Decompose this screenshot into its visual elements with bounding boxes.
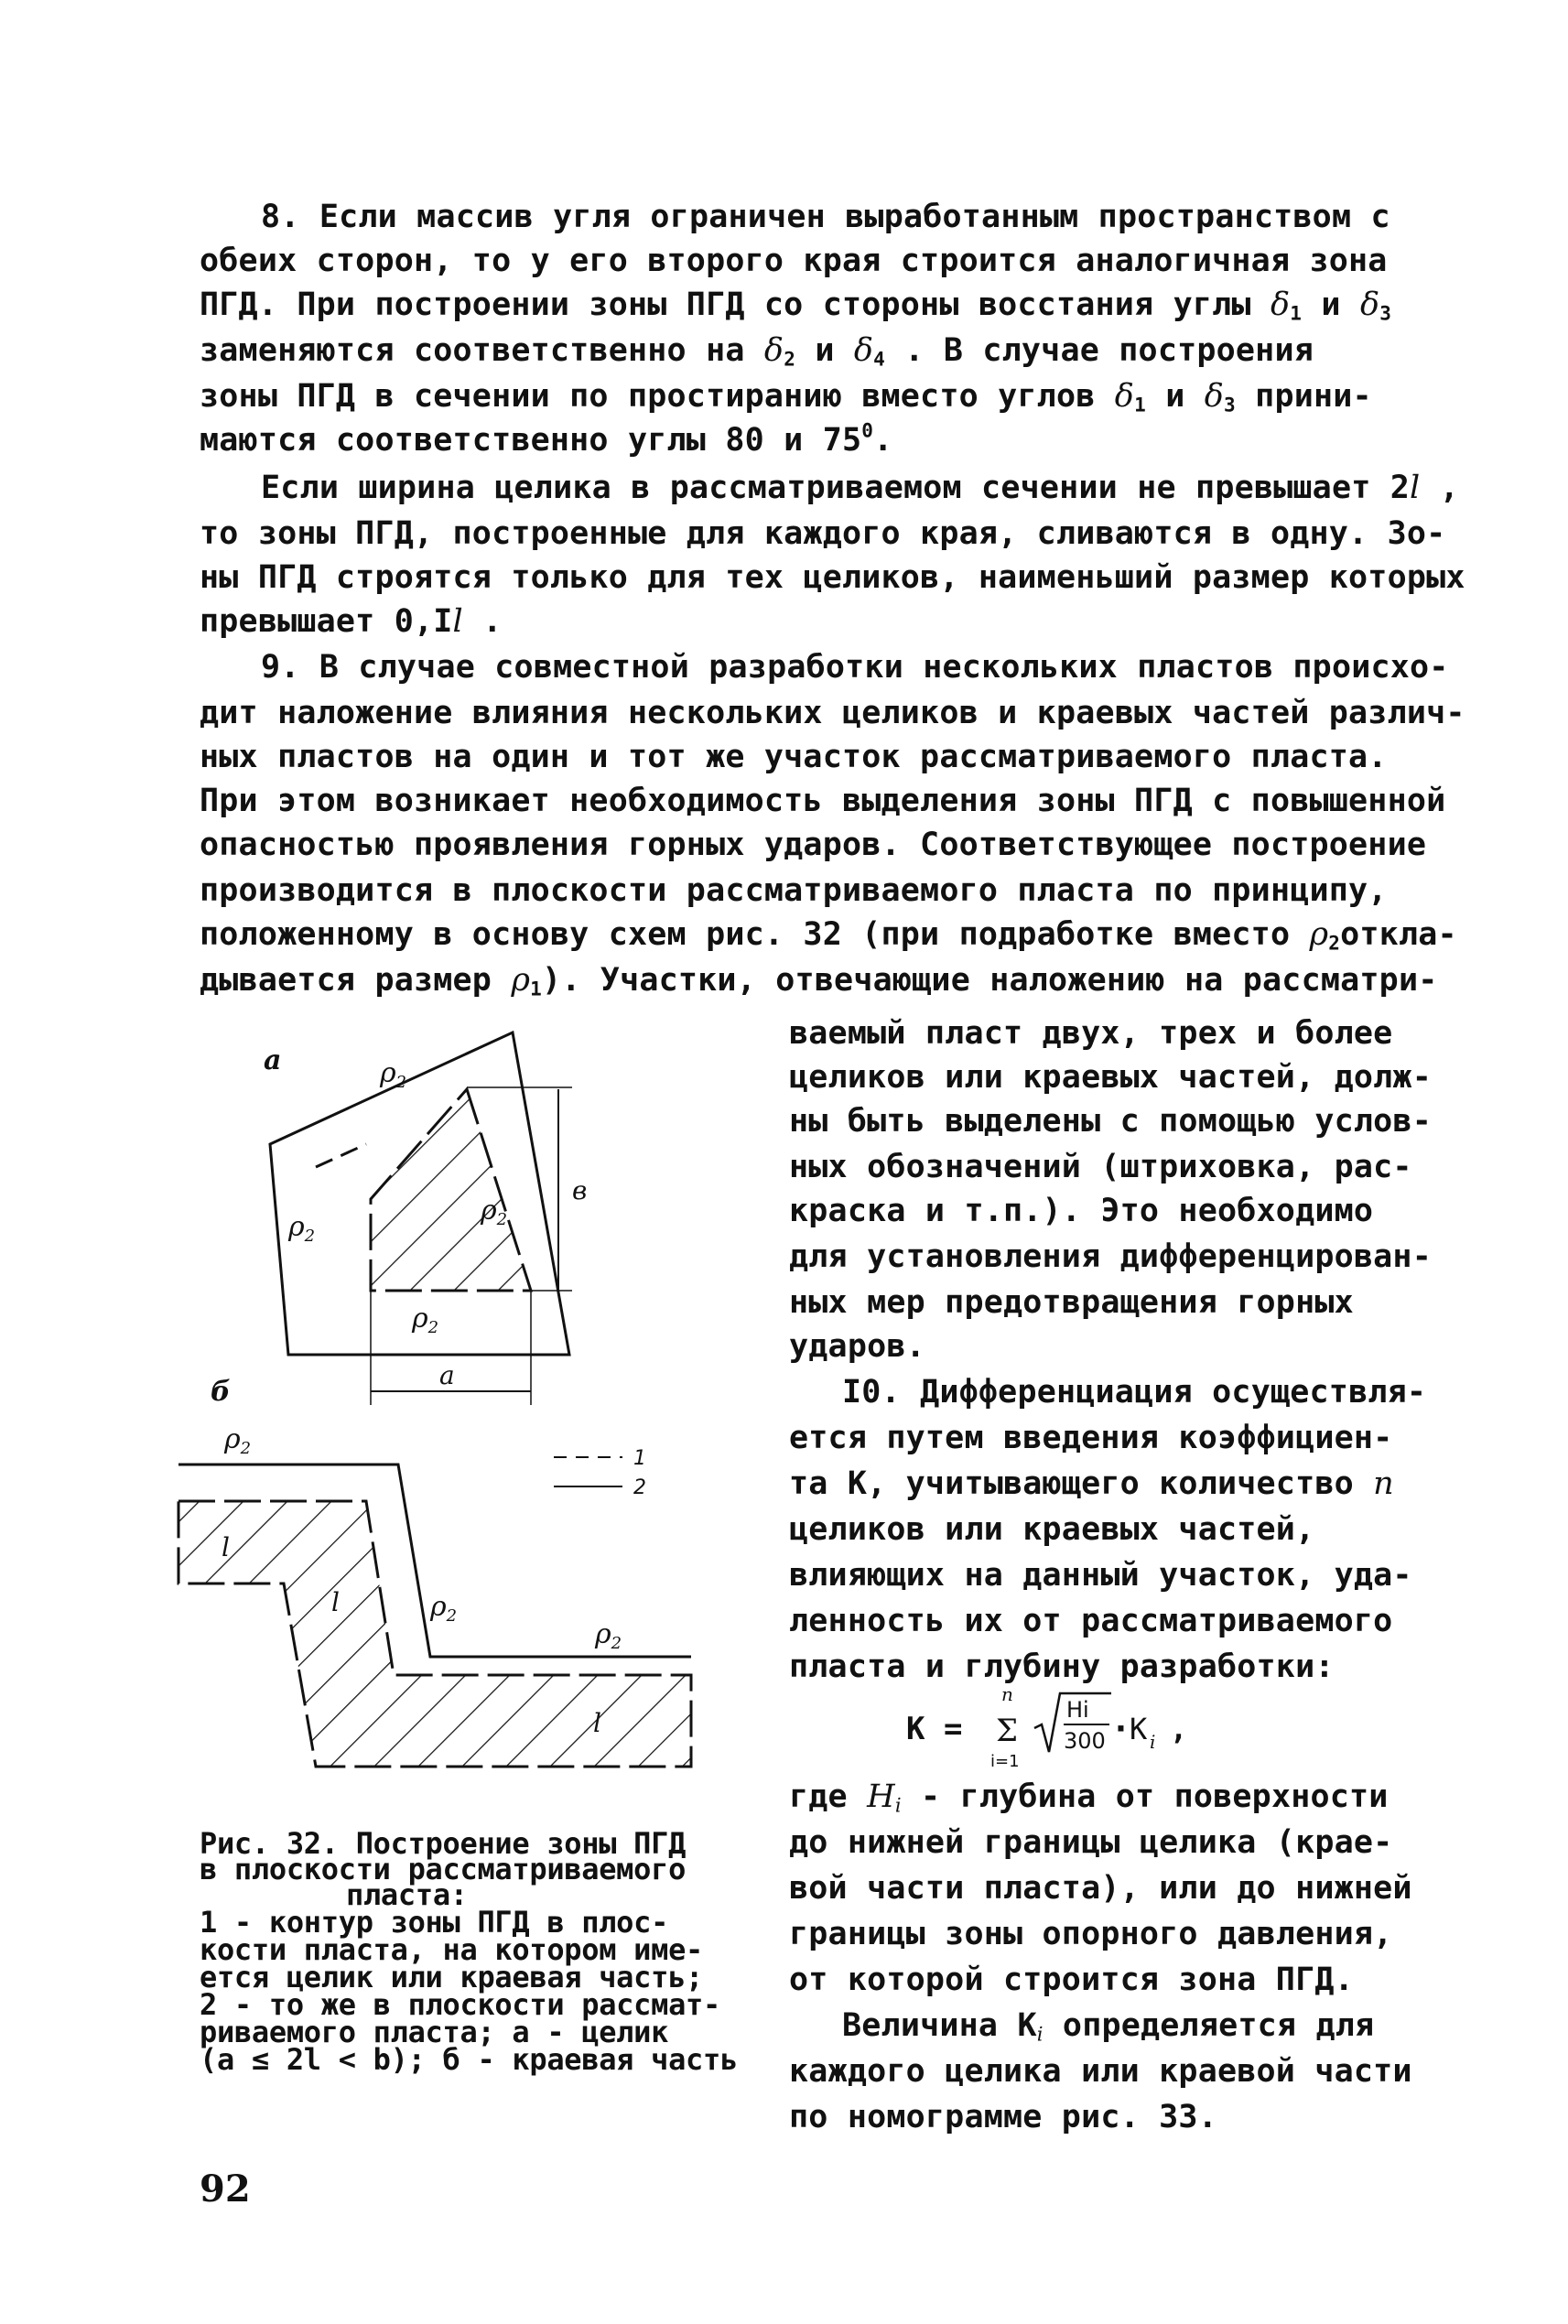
dim-label-l: l: [331, 1587, 340, 1617]
text-line: положенному в основу схем рис. 32 (при подработке вместо $\rho_2откла-$: [200, 916, 1457, 955]
text-line: ваемый пласт двух, трех и более: [789, 1015, 1393, 1052]
hatched-zone-a: [371, 1089, 531, 1291]
text-line: ны быть выделены с помощью услов-: [789, 1103, 1432, 1140]
text-line: ных мер предотвращения горных: [789, 1284, 1354, 1321]
figure-label-b: б: [211, 1376, 231, 1408]
caption-line: пласта:: [346, 1877, 468, 1912]
text-line: где $H_i$ - глубина от поверхности: [789, 1778, 1389, 1817]
text-line: каждого целика или краевой части: [789, 2053, 1412, 2090]
text-line: производится в плоскости рассматриваемого пласта по принципу,: [200, 872, 1388, 909]
text-line: 9. В случае совместной разработки нескольких пластов происхо-: [261, 649, 1449, 686]
text-line: дывается размер $\rho_1$). Участки, отвечающие наложению на рассматри-: [200, 962, 1438, 1000]
text-line: целиков или краевых частей,: [789, 1511, 1315, 1548]
text-line: целиков или краевых частей, долж-: [789, 1059, 1432, 1096]
caption-line: в плоскости рассматриваемого: [200, 1852, 687, 1886]
rho2-label: $\rho_2$: [595, 1618, 622, 1653]
dim-label-b: в: [572, 1175, 588, 1205]
text-line: ется путем введения коэффициен-: [789, 1420, 1393, 1456]
text-line: опасностью проявления горных ударов. Соответствующее построение: [200, 827, 1427, 863]
text-line: Если ширина целика в рассматриваемом сечении не превышает 2l ,: [261, 470, 1460, 506]
formula: [906, 1675, 1236, 1776]
text-line: вой части пласта), или до нижней: [789, 1870, 1412, 1907]
text-line: ленность их от рассматриваемого: [789, 1603, 1393, 1639]
text-line: ны ПГД строятся только для тех целиков, наименьший размер которых: [200, 559, 1465, 596]
figure-label-a: а: [264, 1044, 282, 1076]
text-line: для установления дифференцирован-: [789, 1238, 1432, 1275]
formula-tail: ,: [1170, 1712, 1188, 1746]
text-line: маются соответственно углы 80 и $75^0$.: [200, 419, 893, 459]
text-line: краска и т.п.). Это необходимо: [789, 1193, 1374, 1229]
text-line: ударов.: [789, 1328, 925, 1365]
formula-denominator: 300: [1064, 1728, 1106, 1754]
formula-factor-sub: i: [1150, 1731, 1156, 1753]
legend-label-1: 1: [633, 1447, 646, 1470]
dim-label-a: а: [439, 1360, 455, 1390]
caption-line: Рис. 32. Построение зоны ПГД: [200, 1826, 687, 1861]
text-line: обеих сторон, то у его второго края строится аналогичная зона: [200, 243, 1388, 279]
rho2-label: $\rho_2$: [430, 1591, 458, 1626]
caption-line: ется целик или краевая часть;: [200, 1960, 704, 1994]
formula-numerator: Hi: [1066, 1697, 1089, 1723]
text-line: границы зоны опорного давления,: [789, 1916, 1393, 1952]
figure-32: [156, 1016, 787, 1821]
text-line: пласта и глубину разработки:: [789, 1648, 1335, 1685]
caption-line: риваемого пласта; а - целик: [200, 2015, 669, 2049]
rho2-label: $\rho_2$: [412, 1303, 439, 1337]
caption-line: кости пласта, на котором име-: [200, 1932, 704, 1967]
text-line: то зоны ПГД, построенные для каждого края, сливаются в одну. Зо-: [200, 515, 1446, 552]
text-line: по номограмме рис. 33.: [789, 2099, 1217, 2135]
rho2-label: $\rho_2$: [481, 1194, 508, 1229]
text-line: Величина $К_i$ определяется для: [842, 2007, 1375, 2046]
text-line: та К, учитывающего количество n: [789, 1465, 1394, 1502]
text-line: влияющих на данный участок, уда-: [789, 1557, 1412, 1594]
text-line: дит наложение влияния нескольких целиков и краевых частей различ-: [200, 695, 1465, 731]
rho2-label: $\rho_2$: [224, 1423, 252, 1458]
rho2-label: $\rho_2$: [380, 1057, 407, 1092]
text-line: до нижней границы целика (крае-: [789, 1824, 1393, 1861]
caption-line: 2 - то же в плоскости рассмат-: [200, 1987, 720, 2022]
dashed-corner-a: [316, 1144, 366, 1167]
text-line: зоны ПГД в сечении по простиранию вместо углов $\delta_1$ и $\delta_3$ прини-: [200, 378, 1372, 416]
caption-line: (а ≤ 2l < b); б - краевая часть: [200, 2042, 738, 2077]
dim-label-l: l: [593, 1708, 601, 1738]
text-line: ПГД. При построении зоны ПГД со стороны восстания углы $\delta_1$ и $\delta_3$: [200, 286, 1392, 325]
text-line: превышает 0,Il .: [200, 603, 503, 640]
text-line: 8. Если массив угля ограничен выработанным пространством с: [261, 199, 1390, 235]
caption-line: 1 - контур зоны ПГД в плос-: [200, 1905, 669, 1940]
formula-dot: ·: [1115, 1711, 1127, 1747]
formula-sum-lower: i=1: [990, 1752, 1020, 1771]
text-line: заменяются соответственно на $\delta_2$ и $\delta_4$ . В случае построения: [200, 332, 1314, 371]
rho2-label: $\rho_2$: [288, 1211, 316, 1246]
legend-label-2: 2: [633, 1476, 646, 1499]
dim-label-l: l: [222, 1532, 230, 1562]
text-line: от которой строится зона ПГД.: [789, 1962, 1354, 1998]
text-line: ных пластов на один и тот же участок рассматриваемого пласта.: [200, 739, 1388, 775]
formula-sum-upper: n: [1001, 1683, 1013, 1705]
formula-lhs: К =: [906, 1711, 963, 1747]
text-line: I0. Дифференциация осуществля-: [842, 1374, 1427, 1411]
formula-factor: К: [1130, 1712, 1148, 1746]
text-line: ных обозначений (штриховка, рас-: [789, 1149, 1412, 1185]
text-line: При этом возникает необходимость выделения зоны ПГД с повышенной: [200, 783, 1446, 819]
formula-sum: Σ: [996, 1713, 1019, 1749]
page-number: 92: [200, 2167, 251, 2211]
